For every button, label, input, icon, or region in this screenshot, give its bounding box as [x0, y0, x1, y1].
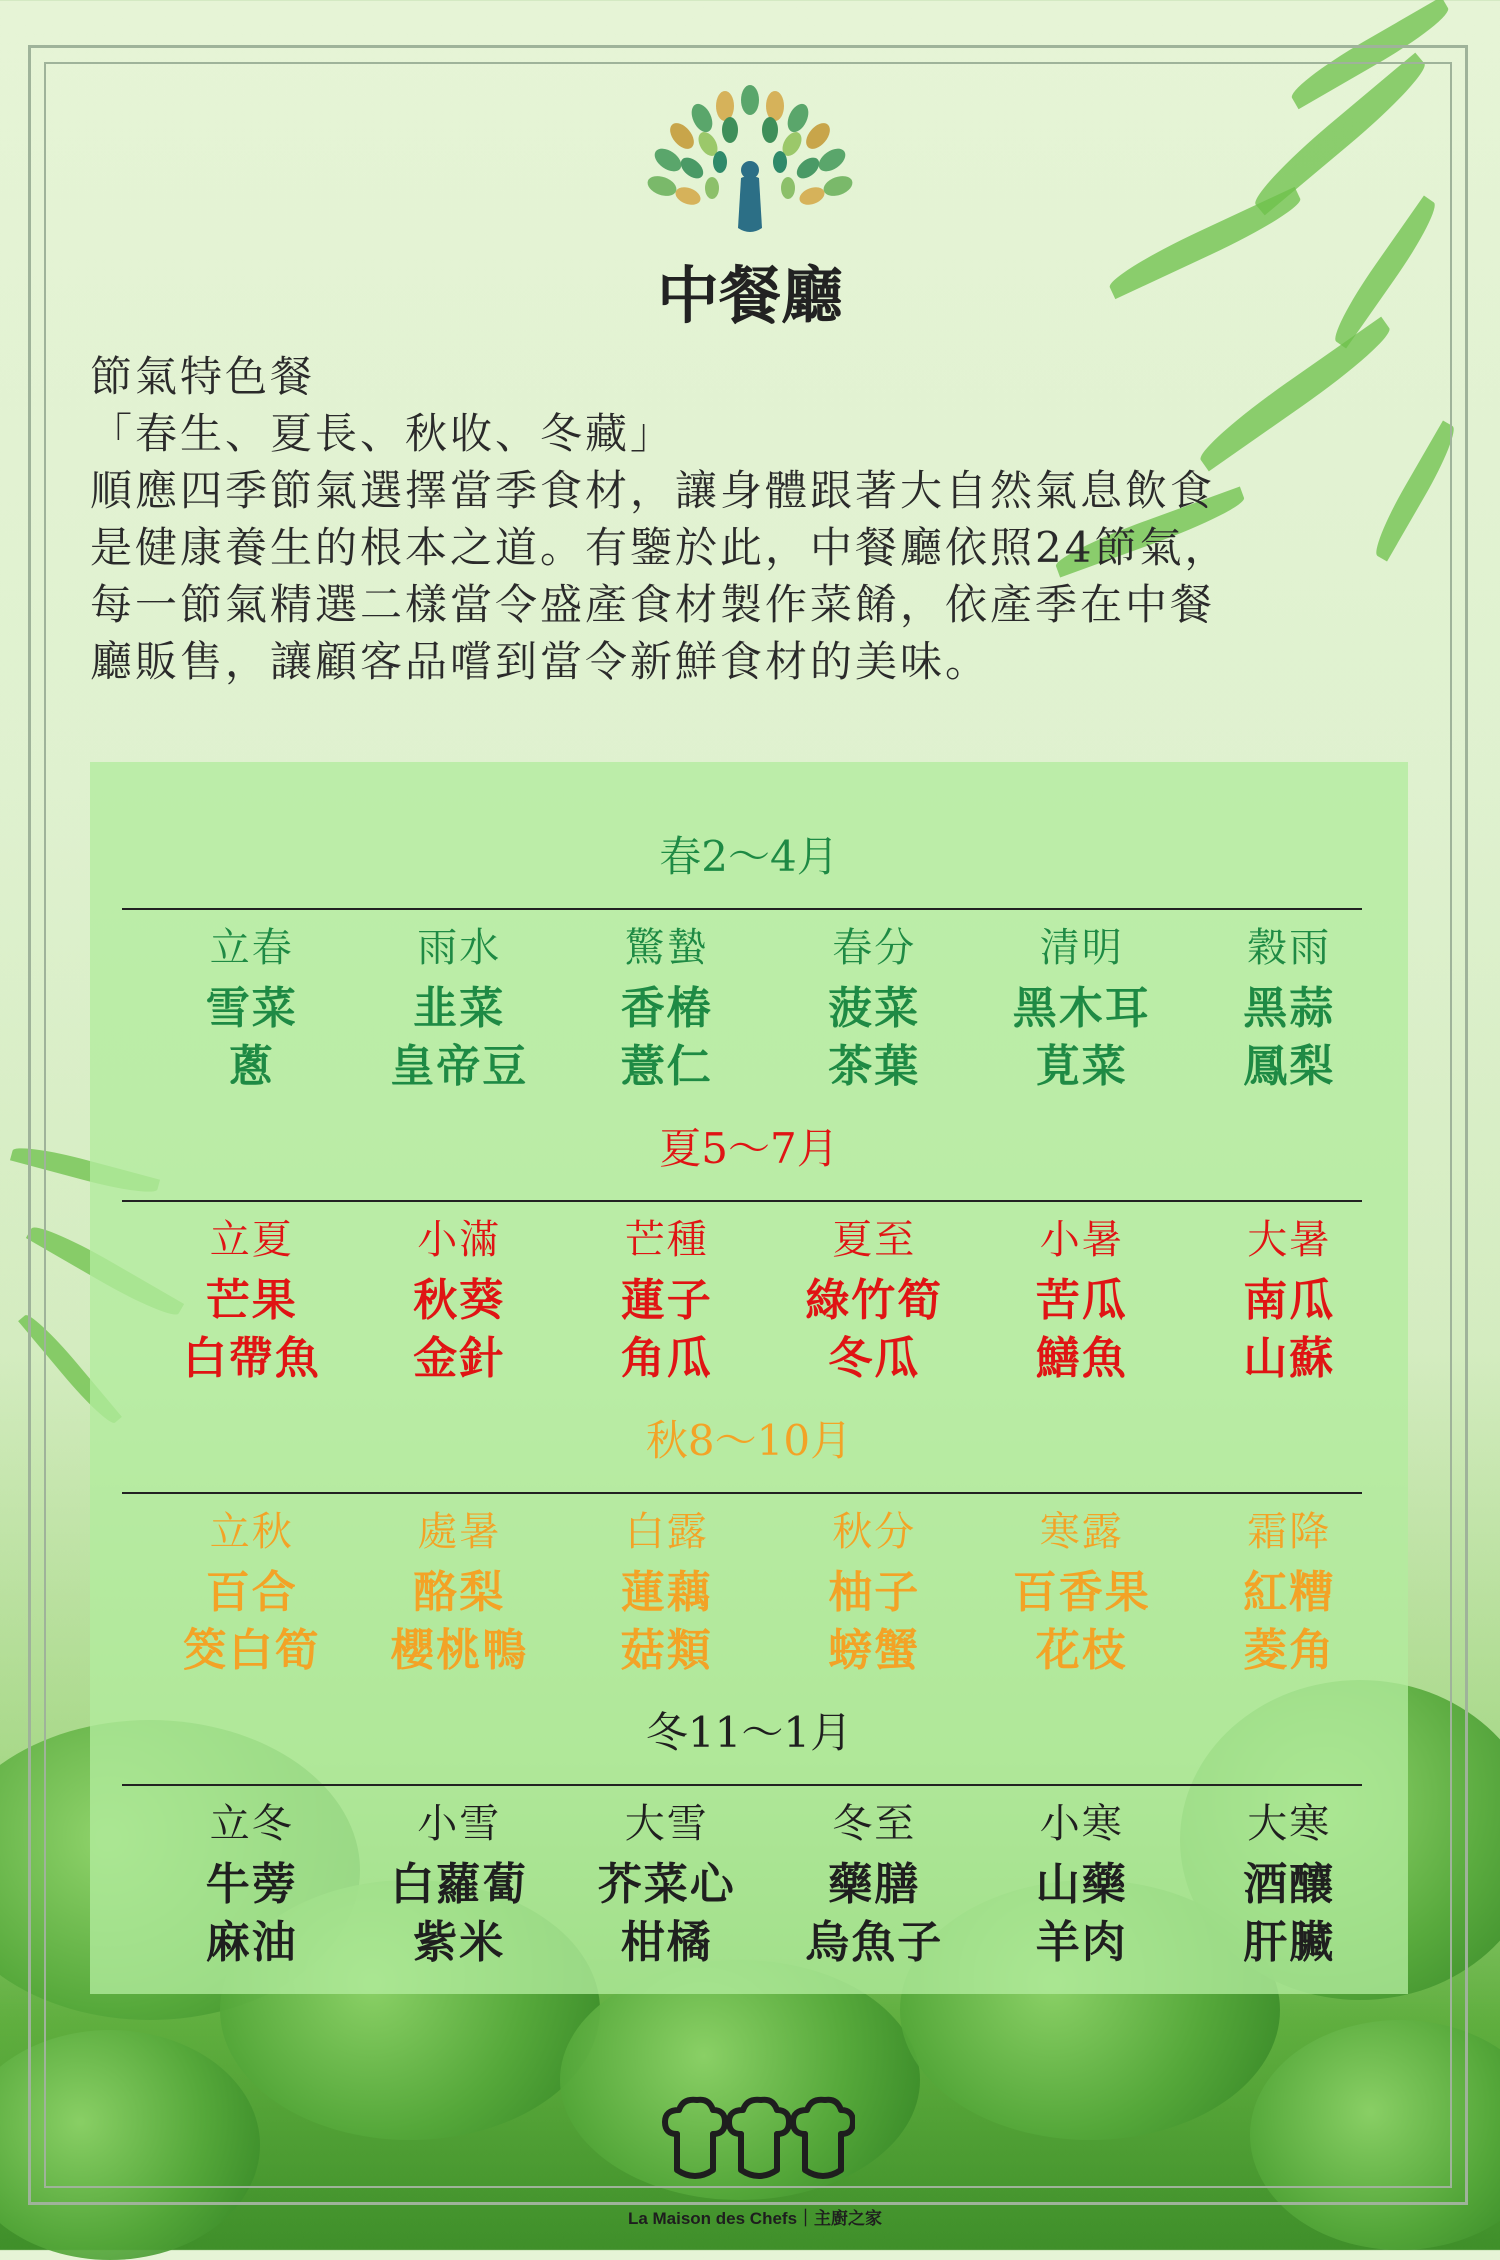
intro-line: 是健康養生的根本之道。有鑒於此，中餐廳依照24節氣，	[90, 523, 1230, 572]
solar-term: 冬至	[832, 1801, 917, 1847]
intro-line: 每一節氣精選二樣當令盛產食材製作菜餚，依產季在中餐	[90, 580, 1216, 629]
ingredient: 蓮子	[620, 1275, 713, 1326]
ingredient: 肝臟	[1243, 1917, 1336, 1968]
intro-line: 廳販售，讓顧客品嚐到當令新鮮食材的美味。	[90, 637, 991, 686]
solar-term: 立秋	[209, 1509, 294, 1555]
seasonal-menu-table	[90, 762, 1408, 1994]
ingredient-row	[148, 972, 1393, 1036]
solar-term-row	[148, 916, 1393, 973]
ingredient: 麻油	[205, 1917, 298, 1968]
ingredient: 紅糟	[1243, 1567, 1336, 1618]
ingredient: 雪菜	[205, 983, 298, 1034]
ingredient: 南瓜	[1243, 1275, 1336, 1326]
footer-logo	[655, 2090, 855, 2190]
ingredient: 羊肉	[1035, 1917, 1128, 1968]
ingredient: 菱角	[1243, 1625, 1336, 1676]
solar-term: 大暑	[1247, 1217, 1332, 1263]
ingredient: 柑橘	[620, 1917, 713, 1968]
ingredient: 香椿	[620, 983, 713, 1034]
solar-term: 雨水	[417, 925, 502, 971]
solar-term: 芒種	[624, 1217, 709, 1263]
ingredient: 山藥	[1035, 1859, 1128, 1910]
ingredient: 白帶魚	[182, 1333, 321, 1384]
solar-term: 春分	[832, 925, 917, 971]
solar-term: 大雪	[624, 1801, 709, 1847]
solar-term: 穀雨	[1247, 925, 1332, 971]
solar-term: 立冬	[209, 1801, 294, 1847]
ingredient: 薏仁	[620, 1041, 713, 1092]
ingredient: 苦瓜	[1035, 1275, 1128, 1326]
ingredient: 芒果	[205, 1275, 298, 1326]
restaurant-name: 中餐廳	[656, 259, 843, 332]
ingredient: 韭菜	[413, 983, 506, 1034]
solar-term: 小暑	[1039, 1217, 1124, 1263]
solar-term: 清明	[1039, 925, 1124, 971]
ingredient: 鱔魚	[1035, 1333, 1128, 1384]
solar-term: 秋分	[832, 1509, 917, 1555]
solar-term-row	[148, 1500, 1393, 1557]
ingredient: 柚子	[828, 1567, 921, 1618]
chef-hats-icon	[655, 2090, 855, 2190]
solar-term: 寒露	[1039, 1509, 1124, 1555]
solar-term: 霜降	[1247, 1509, 1332, 1555]
solar-term: 小雪	[417, 1801, 502, 1847]
peacock-icon	[630, 78, 870, 248]
ingredient: 冬瓜	[828, 1333, 921, 1384]
ingredient: 百香果	[1012, 1567, 1151, 1618]
solar-term: 大寒	[1247, 1801, 1332, 1847]
ingredient: 莧菜	[1035, 1041, 1128, 1092]
intro-line: 節氣特色餐	[90, 352, 316, 401]
ingredient: 菇類	[620, 1625, 713, 1676]
solar-term: 驚蟄	[624, 925, 709, 971]
ingredient: 金針	[413, 1333, 506, 1384]
solar-term: 立夏	[209, 1217, 294, 1263]
season-title: 夏5～7月	[659, 1124, 839, 1173]
season-title: 冬11～1月	[645, 1708, 853, 1757]
ingredient: 蓮藕	[620, 1567, 713, 1618]
solar-term: 白露	[624, 1509, 709, 1555]
ingredient: 皇帝豆	[390, 1041, 529, 1092]
ingredient-row	[148, 1906, 1393, 1970]
ingredient: 酒釀	[1243, 1859, 1336, 1910]
ingredient: 烏魚子	[805, 1917, 944, 1968]
ingredient-row	[148, 1614, 1393, 1678]
solar-term: 處暑	[417, 1509, 502, 1555]
ingredient: 花枝	[1035, 1625, 1128, 1676]
ingredient: 酪梨	[413, 1567, 506, 1618]
ingredient: 角瓜	[620, 1333, 713, 1384]
intro-text	[90, 348, 1310, 690]
ingredient-row	[148, 1264, 1393, 1328]
ingredient: 綠竹筍	[805, 1275, 944, 1326]
season-title: 春2～4月	[659, 832, 839, 881]
ingredient-row	[148, 1556, 1393, 1620]
ingredient: 山蘇	[1243, 1333, 1336, 1384]
solar-term-row	[148, 1208, 1393, 1265]
divider	[122, 1784, 1362, 1786]
divider	[122, 1200, 1362, 1202]
solar-term: 小滿	[417, 1217, 502, 1263]
intro-line: 「春生、夏長、秋收、冬藏」	[90, 409, 676, 458]
ingredient: 櫻桃鴨	[390, 1625, 529, 1676]
solar-term: 夏至	[832, 1217, 917, 1263]
ingredient: 黑木耳	[1012, 983, 1151, 1034]
divider	[122, 908, 1362, 910]
solar-term: 立春	[209, 925, 294, 971]
ingredient: 秋葵	[413, 1275, 506, 1326]
ingredient-row	[148, 1030, 1393, 1094]
ingredient: 筊白筍	[182, 1625, 321, 1676]
ingredient: 芥菜心	[597, 1859, 736, 1910]
ingredient: 菠菜	[828, 983, 921, 1034]
ingredient: 黑蒜	[1243, 983, 1336, 1034]
season-title: 秋8～10月	[645, 1416, 853, 1465]
restaurant-logo	[630, 78, 870, 332]
ingredient-row	[148, 1322, 1393, 1386]
ingredient: 百合	[205, 1567, 298, 1618]
intro-line: 順應四季節氣選擇當季食材，讓身體跟著大自然氣息飲食	[90, 466, 1216, 515]
ingredient-row	[148, 1848, 1393, 1912]
footer-brand-text: La Maison des Chefs｜主廚之家	[627, 2209, 883, 2228]
ingredient: 蔥	[228, 1041, 275, 1092]
ingredient: 白蘿蔔	[390, 1859, 529, 1910]
ingredient: 茶葉	[828, 1041, 921, 1092]
solar-term: 小寒	[1039, 1801, 1124, 1847]
ingredient: 鳳梨	[1243, 1041, 1336, 1092]
solar-term-row	[148, 1792, 1393, 1849]
ingredient: 螃蟹	[828, 1625, 921, 1676]
ingredient: 牛蒡	[205, 1859, 298, 1910]
ingredient: 紫米	[413, 1917, 506, 1968]
ingredient: 藥膳	[828, 1859, 921, 1910]
divider	[122, 1492, 1362, 1494]
